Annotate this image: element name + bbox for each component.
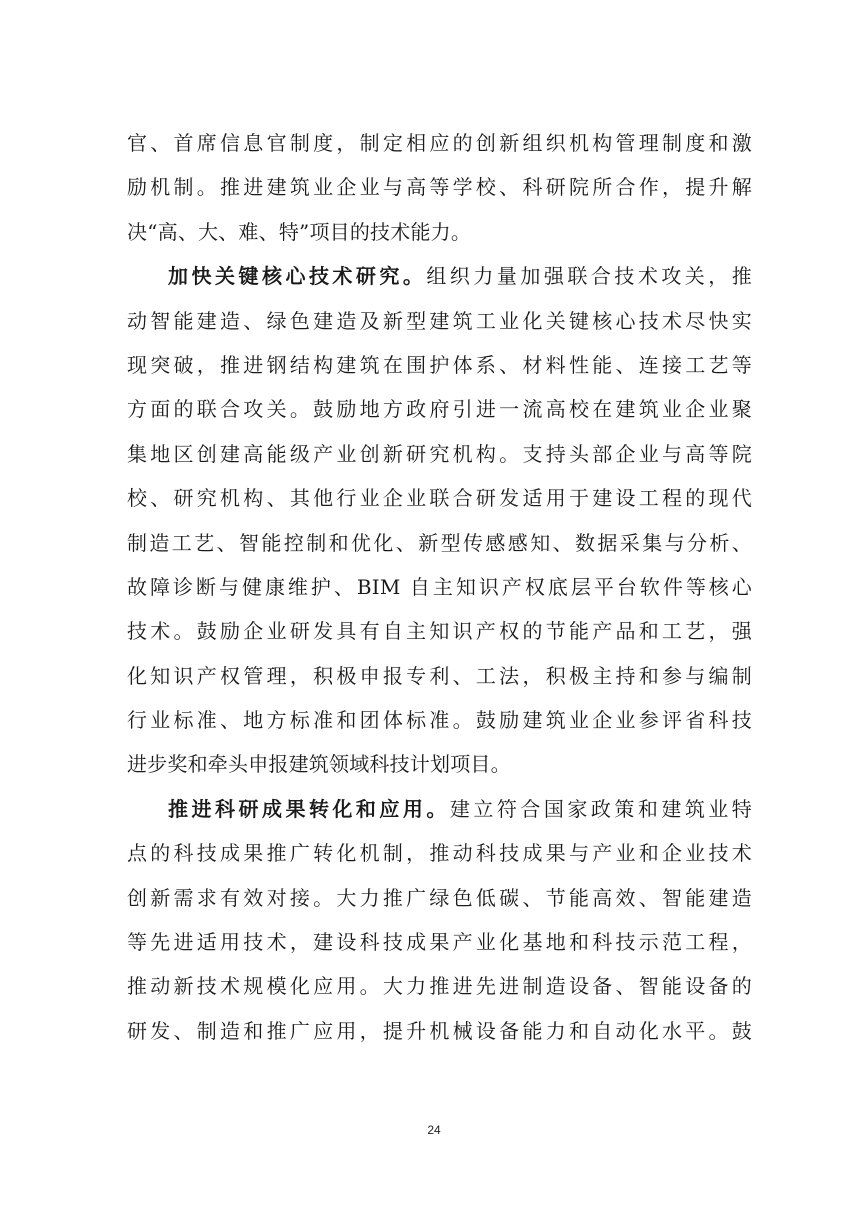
paragraph-heading: 加快关键核心技术研究。	[168, 264, 427, 289]
text-line: 集地区创建高能级产业创新研究机构。支持头部企业与高等院	[127, 441, 752, 466]
text-line: 行业标准、地方标准和团体标准。鼓励建筑业企业参评省科技	[127, 708, 752, 733]
body-text	[127, 121, 752, 1053]
text-span: 建立符合国家政策和建筑业特	[449, 796, 752, 821]
text-line: 进步奖和牵头申报建筑领域科技计划项目。	[127, 752, 511, 777]
text-span: 组织力量加强联合技术攻关，推	[426, 264, 752, 289]
text-line: 动智能建造、绿色建造及新型建筑工业化关键核心技术尽快实	[127, 308, 752, 333]
paragraph-first-line	[127, 787, 752, 831]
text-line: 故障诊断与健康维护、BIM 自主知识产权底层平台软件等核心	[127, 574, 752, 599]
text-line: 推动新技术规模化应用。大力推进先进制造设备、智能设备的	[127, 974, 752, 999]
text-line: 官、首席信息官制度，制定相应的创新组织机构管理制度和激	[127, 131, 752, 155]
paragraph-first-line	[127, 254, 752, 298]
text-line: 等先进适用技术，建设科技成果产业化基地和科技示范工程，	[127, 930, 752, 955]
text-line: 决“高、大、难、特”项目的技术能力。	[127, 219, 472, 244]
text-line: 创新需求有效对接。大力推广绿色低碳、节能高效、智能建造	[127, 885, 752, 910]
text-line: 制造工艺、智能控制和优化、新型传感感知、数据采集与分析、	[127, 530, 752, 555]
page-number: 24	[427, 1123, 441, 1137]
text-line: 校、研究机构、其他行业企业联合研发适用于建设工程的现代	[127, 486, 752, 511]
text-line: 化知识产权管理，积极申报专利、工法，积极主持和参与编制	[127, 663, 752, 688]
text-line: 现突破，推进钢结构建筑在围护体系、材料性能、连接工艺等	[127, 352, 752, 377]
text-line: 研发、制造和推广应用，提升机械设备能力和自动化水平。鼓	[127, 1018, 752, 1043]
text-line: 方面的联合攻关。鼓励地方政府引进一流高校在建筑业企业聚	[127, 397, 752, 422]
paragraph-heading: 推进科研成果转化和应用。	[168, 796, 450, 821]
text-line: 励机制。推进建筑业企业与高等学校、科研院所合作，提升解	[127, 175, 752, 200]
text-line: 点的科技成果推广转化机制，推动科技成果与产业和企业技术	[127, 841, 752, 866]
text-line: 技术。鼓励企业研发具有自主知识产权的节能产品和工艺，强	[127, 619, 752, 644]
